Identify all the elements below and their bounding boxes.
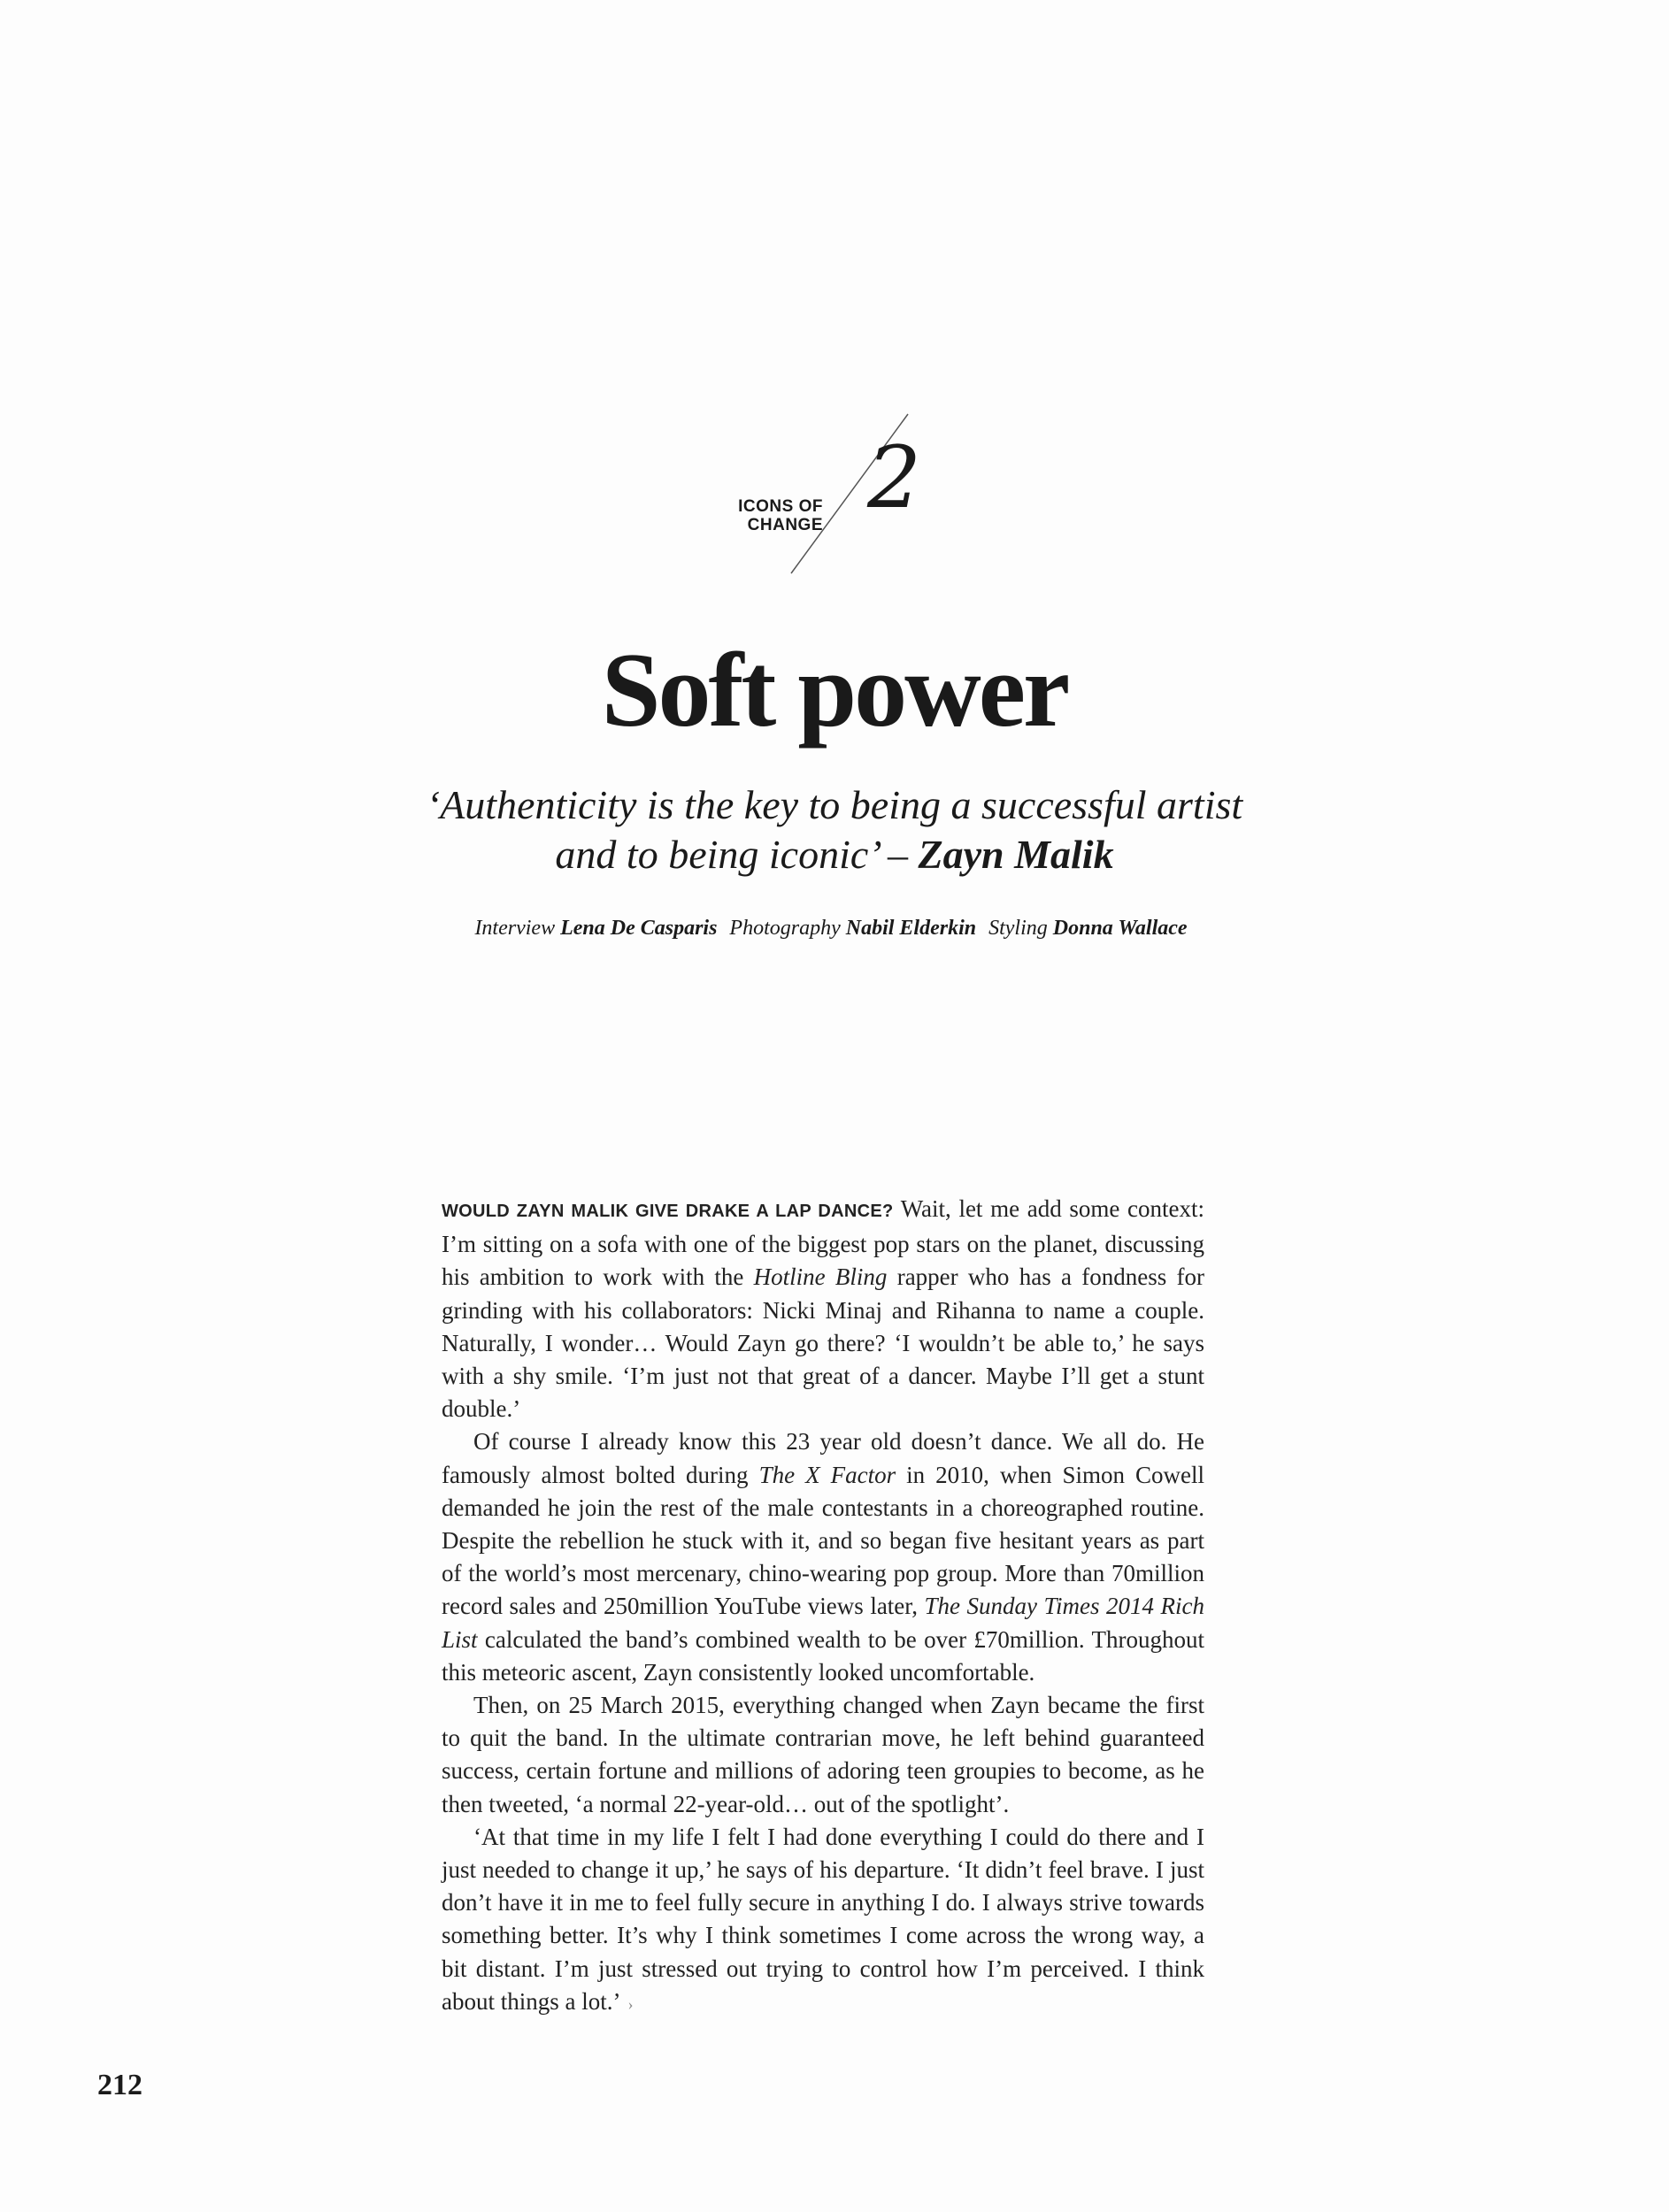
section-number: 2 <box>867 428 922 527</box>
credit-role-photography: Photography <box>729 917 841 940</box>
body-paragraph-4 <box>442 1821 1204 2021</box>
standfirst-quote <box>265 780 1404 879</box>
section-marker <box>699 409 965 577</box>
p2-text-c: calculated the band’s combined wealth to be over £70million. Throughout this meteoric ascent, Zayn consistently looked uncomfortable. <box>442 1625 1204 1686</box>
credit-name-photography: Nabil Elderkin <box>845 917 977 940</box>
standfirst-attribution: Zayn Malik <box>918 832 1114 877</box>
p1-text-a: Wait, let me add some context: I’m sitting on a sofa with one of the biggest pop stars on the planet, discussing his ambition to work with the <box>442 1195 1204 1291</box>
section-label <box>738 497 823 534</box>
p2-italic-title-1: The X Factor <box>758 1461 896 1488</box>
section-divider-slash <box>699 409 965 577</box>
body-paragraph-3: Then, on 25 March 2015, everything changed when Zayn became the first to quit the band. In the ultimate contrarian move, he left behind guaranteed success, certain fortune and millions of adoring teen groupies to become, as he then tweeted, ‘a normal 22-year-old… out of the spotlight’. <box>442 1692 1204 1817</box>
lead-in: WOULD ZAYN MALIK GIVE DRAKE A LAP DANCE? <box>442 1202 894 1221</box>
page-number: 212 <box>97 2069 142 2101</box>
p4-text: ‘At that time in my life I felt I had done everything I could do there and I just needed to change it up,’ he says of his departure. ‘It didn’t feel brave. I just don’t have it in me to feel fully secure in anything I do. I always strive towards something better. It’s why I think sometimes I come across the wrong way, a bit distant. I’m just stressed out trying to control how I’m perceived. I think about things a lot.’ <box>442 1823 1204 2015</box>
credits-line <box>265 915 1404 941</box>
credit-name-styling: Donna Wallace <box>1052 917 1188 940</box>
p2-italic-title-2: The Sunday Times 2014 Rich List <box>442 1593 1204 1653</box>
p2-text-a: Of course I already know this 23 year old doesn’t dance. We all do. He famously almost bolted during <box>442 1428 1204 1488</box>
article-title: Soft power <box>601 631 1068 749</box>
p2-text-b: in 2010, when Simon Cowell demanded he join the rest of the male contestants in a choreographed routine. Despite the rebellion he stuck with it, and so began five hesitant years as part of the world’s most mercenary, chino-wearing pop group. More than 70million record sales and 250million YouTube views later, <box>442 1461 1205 1620</box>
body-paragraph-1 <box>442 1193 1204 1425</box>
credit-name-interview: Lena De Casparis <box>560 917 718 940</box>
article-body <box>442 1193 1204 2021</box>
body-paragraph-2 <box>442 1425 1204 1689</box>
section-label-line1: ICONS OF <box>738 497 823 516</box>
credit-role-styling: Styling <box>988 917 1048 940</box>
p1-italic-title: Hotline Bling <box>753 1263 888 1291</box>
continue-arrow-icon: › <box>627 1994 634 2013</box>
p1-text-b: rapper who has a fondness for grinding with his collaborators: Nicki Minaj and Rihanna to name a couple. Naturally, I wonder… Would Zayn go there? ‘I wouldn’t be able to,’ he says with a shy smile. ‘I’m just not that great of a dancer. Maybe I’ll get a stunt double.’ <box>442 1263 1204 1423</box>
standfirst-line1: ‘Authenticity is the key to being a successful artist <box>426 782 1243 827</box>
section-label-line2: CHANGE <box>747 516 823 534</box>
standfirst-line2: and to being iconic’ – <box>555 832 909 877</box>
credit-role-interview: Interview <box>474 917 556 940</box>
